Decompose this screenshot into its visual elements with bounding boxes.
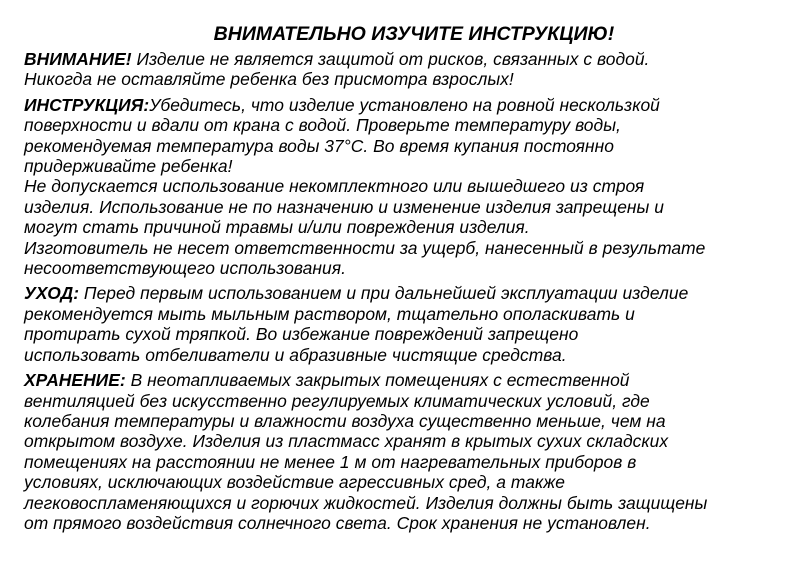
care-text: Перед первым использованием и при дальнейшей эксплуатации изделие — [79, 283, 689, 304]
warning-line — [24, 49, 794, 69]
storage-text: от прямого воздействия солнечного света. Срок хранения не установлен. — [24, 512, 651, 533]
storage-text: В неотапливаемых закрытых помещениях с естественной — [125, 370, 630, 391]
storage-text: условиях, исключающих воздействие агрессивных сред, а также — [24, 472, 565, 493]
storage-text: помещениях на расстоянии не менее 1 м от нагревательных приборов в — [24, 451, 637, 472]
instruction-text: рекомендуемая температура воды 37°С. Во время купания постоянно — [24, 135, 614, 156]
instruction-text: Изготовитель не несет ответственности за ущерб, нанесенный в результате — [24, 237, 706, 258]
instruction-text: несоответствующего использования. — [24, 258, 346, 279]
warning-label: ВНИМАНИЕ! — [24, 49, 132, 69]
storage-text: колебания температуры и влажности воздуха существенно меньше, чем на — [24, 410, 666, 431]
instruction-text: Убедитесь, что изделие установлено на ровной нескользкой — [149, 94, 660, 115]
storage-text: вентиляцией без искусственно регулируемых климатических условий, где — [24, 390, 650, 411]
instruction-text: придерживайте ребенка! — [24, 156, 233, 177]
warning-text: Изделие не является защитой от рисков, связанных с водой. — [131, 49, 650, 69]
care-section — [24, 283, 794, 365]
instruction-line — [24, 95, 794, 115]
storage-text: легковоспламеняющихся и горючих жидкостей. Изделия должны быть защищены — [24, 492, 708, 513]
care-text: использовать отбеливатели и абразивные чистящие средства. — [24, 344, 567, 365]
warning-section — [24, 49, 794, 90]
storage-text: открытом воздухе. Изделия из пластмасс хранят в крытых сухих складских — [24, 431, 669, 452]
instruction-text: могут стать причиной травмы и/или повреждения изделия. — [24, 217, 530, 238]
care-text: протирать сухой тряпкой. Во избежание повреждений запрещено — [24, 324, 579, 345]
document-title: ВНИМАТЕЛЬНО ИЗУЧИТЕ ИНСТРУКЦИЮ! — [213, 23, 615, 45]
instruction-text: Не допускается использование некомплектного или вышедшего из строя — [24, 176, 645, 197]
care-text: рекомендуется мыть мыльным раствором, тщательно ополаскивать и — [24, 303, 635, 324]
instruction-text: изделия. Использование не по назначению и изменение изделия запрещены и — [24, 196, 664, 217]
care-line — [24, 283, 794, 303]
storage-line — [24, 370, 794, 390]
instruction-label: ИНСТРУКЦИЯ: — [24, 94, 150, 115]
warning-text: Никогда не оставляйте ребенка без присмотра взрослых! — [24, 69, 514, 90]
instruction-document — [24, 22, 794, 533]
instruction-section — [24, 95, 794, 279]
storage-label: ХРАНЕНИЕ: — [24, 370, 126, 391]
instruction-text: поверхности и вдали от крана с водой. Проверьте температуру воды, — [24, 115, 621, 136]
care-label: УХОД: — [24, 283, 80, 304]
storage-section — [24, 370, 794, 533]
